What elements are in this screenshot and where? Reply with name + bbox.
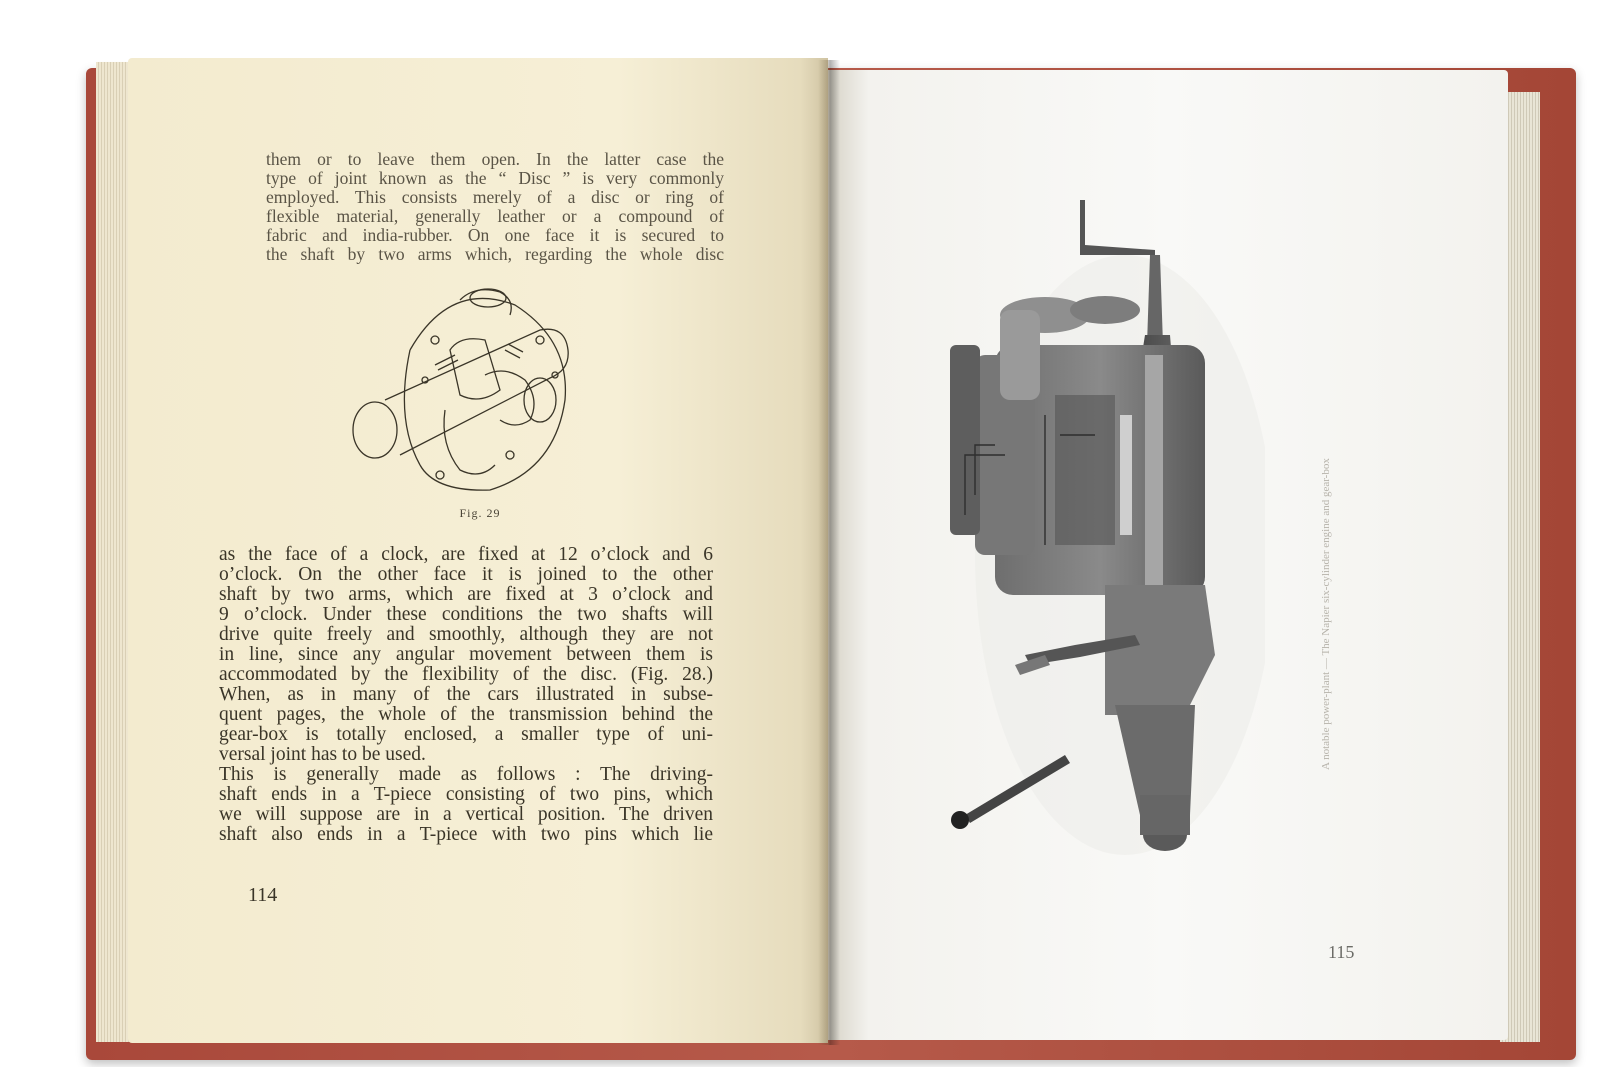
book-gutter (818, 60, 840, 1045)
text-line: flexible material, generally leather or a compound of (266, 207, 724, 226)
text-line: quent pages, the whole of the transmission behind the (219, 705, 713, 725)
universal-joint-figure (340, 280, 580, 495)
text-line: as the face of a clock, are fixed at 12 o’clock and 6 (219, 545, 713, 565)
text-line: type of joint known as the “ Disc ” is very commonly (266, 169, 724, 188)
text-line: shaft by two arms, which are fixed at 3 o’clock and (219, 585, 713, 605)
text-line: them or to leave them open. In the latter case the (266, 150, 724, 169)
text-line: accommodated by the flexibility of the disc. (Fig. 28.) (219, 665, 713, 685)
text-line: employed. This consists merely of a disc or ring of (266, 188, 724, 207)
page-number-right: 115 (1328, 942, 1355, 962)
text-line: This is generally made as follows : The driving- (219, 765, 713, 785)
left-page-top-paragraph (266, 150, 724, 264)
page-number-left: 114 (248, 884, 278, 906)
plate-side-caption: A notable power-plant — The Napier six-cylinder engine and gear-box (1320, 458, 1332, 770)
text-line: shaft also ends in a T-piece with two pins which lie (219, 825, 713, 845)
figure-caption: Fig. 29 (459, 506, 501, 520)
text-line: o’clock. On the other face it is joined to the other (219, 565, 713, 585)
text-line: versal joint has to be used. (219, 745, 426, 765)
text-line: drive quite freely and smoothly, although they are not (219, 625, 713, 645)
text-line: in line, since any angular movement between them is (219, 645, 713, 665)
engine-photograph (935, 195, 1265, 860)
text-line: 9 o’clock. Under these conditions the two shafts will (219, 605, 713, 625)
text-line: fabric and india-rubber. On one face it is secured to (266, 226, 724, 245)
text-line: gear-box is totally enclosed, a smaller type of uni- (219, 725, 713, 745)
text-line: the shaft by two arms which, regarding the whole disc (266, 245, 724, 264)
text-line: When, as in many of the cars illustrated in subse- (219, 685, 713, 705)
text-line: shaft ends in a T-piece consisting of two pins, which (219, 785, 713, 805)
text-line: we will suppose are in a vertical position. The driven (219, 805, 713, 825)
left-page-bottom-paragraph (219, 545, 713, 845)
